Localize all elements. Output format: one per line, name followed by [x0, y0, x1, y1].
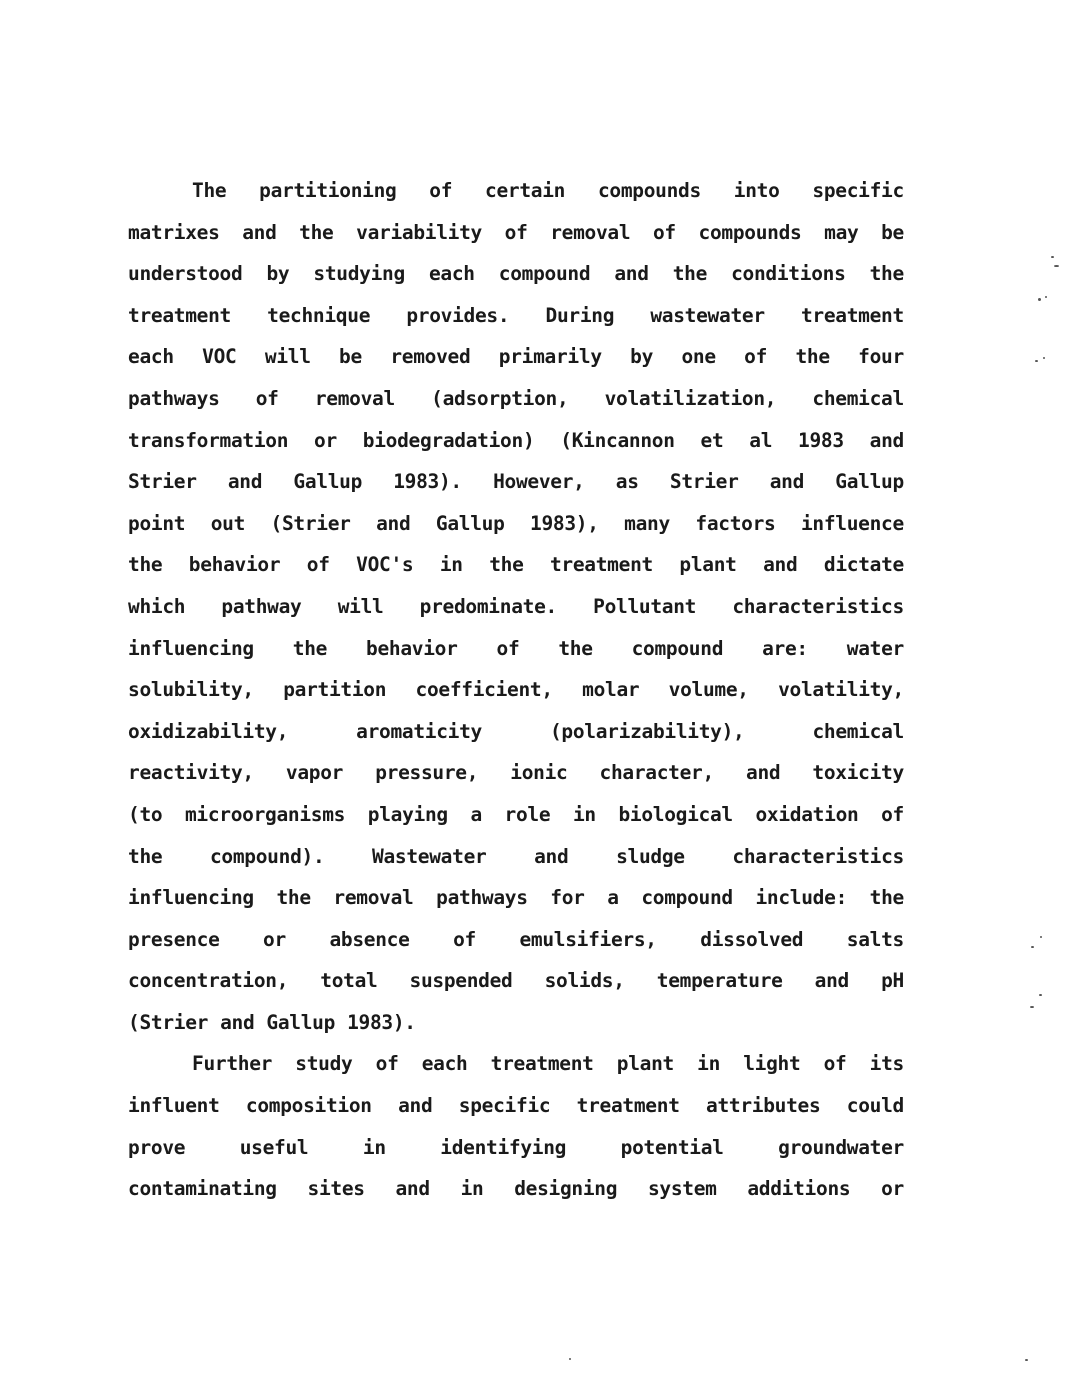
word: and: [869, 428, 904, 452]
word: or: [263, 927, 286, 951]
word: suspended: [409, 969, 513, 993]
word: in: [697, 1052, 721, 1076]
word: pathways: [436, 886, 528, 910]
word: provides.: [406, 303, 510, 327]
word: the: [128, 844, 163, 868]
word: of: [881, 802, 904, 826]
word: include:: [755, 886, 848, 910]
word: The: [192, 179, 227, 202]
word: toxicity: [812, 761, 904, 785]
scan-speck: [1054, 265, 1059, 267]
word: of: [744, 345, 768, 369]
word: reactivity,: [128, 761, 254, 785]
word: additions: [747, 1177, 851, 1201]
word: the: [795, 345, 830, 369]
word: of: [453, 927, 476, 951]
word: the: [489, 553, 524, 577]
word: useful: [239, 1135, 309, 1159]
word: one: [681, 345, 716, 369]
word: four: [858, 345, 904, 369]
word: study: [295, 1052, 353, 1076]
word: Further: [192, 1052, 273, 1076]
word: treatment: [490, 1052, 594, 1076]
word: removal: [550, 220, 631, 244]
word: Gallup: [266, 1010, 336, 1034]
word: are:: [762, 636, 808, 660]
text-line: [128, 586, 904, 628]
word: Gallup: [293, 470, 363, 494]
word: of: [823, 1052, 847, 1076]
word: designing: [514, 1177, 618, 1201]
word: 1983),: [530, 511, 599, 535]
text-line: [128, 212, 904, 254]
word: will: [264, 345, 311, 369]
word: contaminating: [128, 1177, 277, 1201]
text-line: [128, 836, 904, 878]
word: aromaticity: [356, 719, 482, 743]
word: VOC's: [356, 553, 414, 577]
word: Pollutant: [593, 594, 697, 618]
word: the: [299, 220, 334, 244]
word: wastewater: [650, 303, 765, 327]
word: and: [395, 1177, 430, 1201]
word: plant: [616, 1052, 674, 1076]
text-line: [128, 170, 904, 212]
word: (polarizability),: [549, 719, 745, 743]
text-line: [128, 1085, 904, 1127]
word: the: [292, 636, 328, 660]
word: light: [743, 1052, 801, 1076]
word: will: [337, 594, 384, 618]
scan-speck: [1030, 1006, 1034, 1008]
scan-speck: [1051, 256, 1054, 258]
text-line: [128, 711, 904, 753]
word: Wastewater: [372, 844, 487, 868]
word: the: [558, 636, 593, 660]
word: sites: [307, 1177, 365, 1201]
word: absence: [329, 927, 410, 951]
word: behavior: [188, 553, 281, 577]
word: of: [306, 553, 330, 577]
word: characteristics: [732, 844, 904, 868]
text-line: [128, 253, 904, 295]
word: understood: [128, 262, 243, 286]
word: the: [672, 262, 708, 286]
word: identifying: [440, 1135, 567, 1159]
word: volatility,: [778, 678, 904, 702]
word: treatment: [128, 303, 231, 327]
word: dissolved: [700, 927, 804, 951]
word: and: [376, 511, 411, 535]
word: Gallup: [835, 470, 904, 494]
word: treatment: [800, 303, 904, 327]
word: However,: [493, 470, 585, 494]
word: prove: [128, 1135, 186, 1159]
word: and: [763, 553, 798, 577]
word: 1983).: [347, 1010, 416, 1034]
word: et: [700, 428, 724, 452]
word: into: [733, 179, 780, 202]
word: al: [749, 428, 773, 452]
scan-speck: [1038, 298, 1041, 301]
word: and: [769, 470, 805, 494]
word: the: [869, 886, 904, 910]
word: coefficient,: [415, 678, 553, 702]
text-line: [128, 295, 904, 337]
word: influencing: [128, 636, 254, 660]
text-line: [128, 544, 904, 586]
word: factors: [695, 511, 776, 535]
word: and: [746, 761, 781, 785]
word: which: [128, 594, 186, 618]
word: chemical: [812, 719, 904, 743]
word: influence: [800, 511, 904, 535]
word: compounds: [698, 220, 802, 244]
word: and: [242, 220, 277, 244]
text-line: [128, 794, 904, 836]
word: each: [428, 262, 475, 286]
word: 1983: [798, 428, 844, 452]
word: behavior: [366, 636, 458, 660]
word: the: [276, 886, 311, 910]
word: VOC: [202, 345, 237, 369]
word: as: [615, 470, 639, 494]
word: presence: [128, 927, 220, 951]
word: pathway: [221, 594, 302, 618]
text-line: [128, 669, 904, 711]
word: playing: [367, 802, 448, 826]
word: compound: [631, 636, 724, 660]
word: (Kincannon: [560, 428, 675, 452]
word: compound: [641, 886, 733, 910]
word: system: [647, 1177, 717, 1201]
word: matrixes: [128, 220, 220, 244]
word: out: [210, 511, 246, 535]
word: vapor: [285, 761, 344, 785]
word: concentration,: [128, 969, 289, 993]
word: ionic: [510, 761, 568, 785]
word: its: [869, 1052, 904, 1076]
word: (adsorption,: [431, 386, 569, 410]
word: temperature: [656, 969, 783, 993]
word: removal: [333, 886, 414, 910]
word: the: [128, 553, 163, 577]
word: certain: [485, 179, 566, 202]
text-line: [128, 461, 904, 503]
word: role: [504, 802, 551, 826]
text-line: [128, 1168, 904, 1210]
word: by: [266, 262, 290, 286]
scan-speck: [1043, 357, 1045, 359]
word: specific: [812, 179, 904, 202]
word: Strier: [128, 470, 197, 494]
word: of: [496, 636, 520, 660]
word: and: [534, 844, 569, 868]
word: groundwater: [778, 1135, 904, 1159]
word: microorganisms: [184, 802, 346, 826]
word: be: [339, 345, 362, 369]
word: (to: [128, 802, 163, 826]
text-line: [128, 628, 904, 670]
word: During: [545, 303, 615, 327]
word: pH: [881, 969, 904, 993]
word: composition: [245, 1094, 372, 1118]
word: specific: [458, 1094, 551, 1118]
scan-speck: [1045, 296, 1047, 298]
word: pathways: [128, 386, 220, 410]
word: and: [614, 262, 649, 286]
word: volatilization,: [604, 386, 777, 410]
word: or: [314, 428, 337, 452]
word: compound: [498, 262, 591, 286]
word: predominate.: [419, 594, 557, 618]
word: volume,: [668, 678, 749, 702]
word: each: [128, 345, 174, 369]
word: attributes: [706, 1094, 821, 1118]
word: pressure,: [375, 761, 479, 785]
word: a: [607, 886, 619, 910]
word: character,: [599, 761, 714, 785]
word: each: [421, 1052, 468, 1076]
word: dictate: [823, 553, 904, 577]
word: Strier: [669, 470, 739, 494]
word: removal: [314, 386, 395, 410]
word: of: [429, 179, 453, 202]
word: 1983).: [393, 470, 462, 494]
word: salts: [846, 927, 904, 951]
word: of: [652, 220, 676, 244]
word: Gallup: [435, 511, 505, 535]
word: removed: [390, 345, 471, 369]
word: for: [550, 886, 585, 910]
word: sludge: [616, 844, 685, 868]
word: molar: [582, 678, 640, 702]
word: solids,: [544, 969, 625, 993]
text-line: [128, 378, 904, 420]
word: may: [824, 220, 859, 244]
scan-speck: [1035, 360, 1038, 362]
text-line: [128, 919, 904, 961]
word: many: [624, 511, 670, 535]
word: transformation: [128, 428, 289, 452]
word: point: [128, 511, 186, 535]
word: be: [881, 220, 904, 244]
word: and: [220, 1010, 255, 1034]
word: compounds: [597, 179, 701, 202]
scan-speck: [1040, 936, 1042, 938]
word: could: [846, 1094, 904, 1118]
scan-speck: [1039, 994, 1042, 996]
word: emulsifiers,: [519, 927, 657, 951]
word: conditions: [731, 262, 846, 286]
word: partition: [283, 678, 387, 702]
word: primarily: [498, 345, 602, 369]
scan-speck: [1025, 1359, 1028, 1361]
word: of: [255, 386, 279, 410]
word: or: [881, 1177, 904, 1201]
word: in: [460, 1177, 484, 1201]
word: oxidizability,: [128, 719, 289, 743]
word: a: [470, 802, 482, 826]
word: studying: [313, 262, 405, 286]
word: (Strier: [128, 1010, 209, 1034]
text-line: [128, 960, 904, 1002]
scan-speck: [569, 1358, 571, 1360]
word: in: [362, 1135, 386, 1159]
word: water: [846, 636, 904, 660]
word: biological: [618, 802, 733, 826]
word: partitioning: [259, 179, 397, 202]
word: influent: [128, 1094, 220, 1118]
word: chemical: [812, 386, 904, 410]
text-line: [128, 752, 904, 794]
word: in: [572, 802, 596, 826]
word: variability: [356, 220, 482, 244]
word: technique: [267, 303, 371, 327]
word: oxidation: [755, 802, 859, 826]
word: potential: [620, 1135, 724, 1159]
body-text: [128, 170, 904, 1210]
text-line: [128, 1002, 904, 1044]
word: of: [375, 1052, 399, 1076]
word: the: [869, 262, 904, 286]
word: influencing: [128, 886, 254, 910]
word: by: [630, 345, 654, 369]
word: in: [439, 553, 463, 577]
word: and: [398, 1094, 433, 1118]
word: treatment: [576, 1094, 680, 1118]
scan-speck: [1031, 946, 1034, 948]
text-line: [128, 877, 904, 919]
word: biodegradation): [362, 428, 535, 452]
word: and: [227, 470, 263, 494]
word: compound).: [209, 844, 325, 868]
word: of: [504, 220, 528, 244]
text-line: [128, 420, 904, 462]
text-line: [128, 503, 904, 545]
word: plant: [679, 553, 737, 577]
text-line: [128, 1127, 904, 1169]
word: (Strier: [270, 511, 351, 535]
word: total: [320, 969, 378, 993]
text-line: [128, 336, 904, 378]
word: and: [814, 969, 849, 993]
text-line: [128, 1043, 904, 1085]
word: treatment: [549, 553, 653, 577]
word: characteristics: [732, 594, 904, 618]
word: solubility,: [128, 678, 254, 702]
